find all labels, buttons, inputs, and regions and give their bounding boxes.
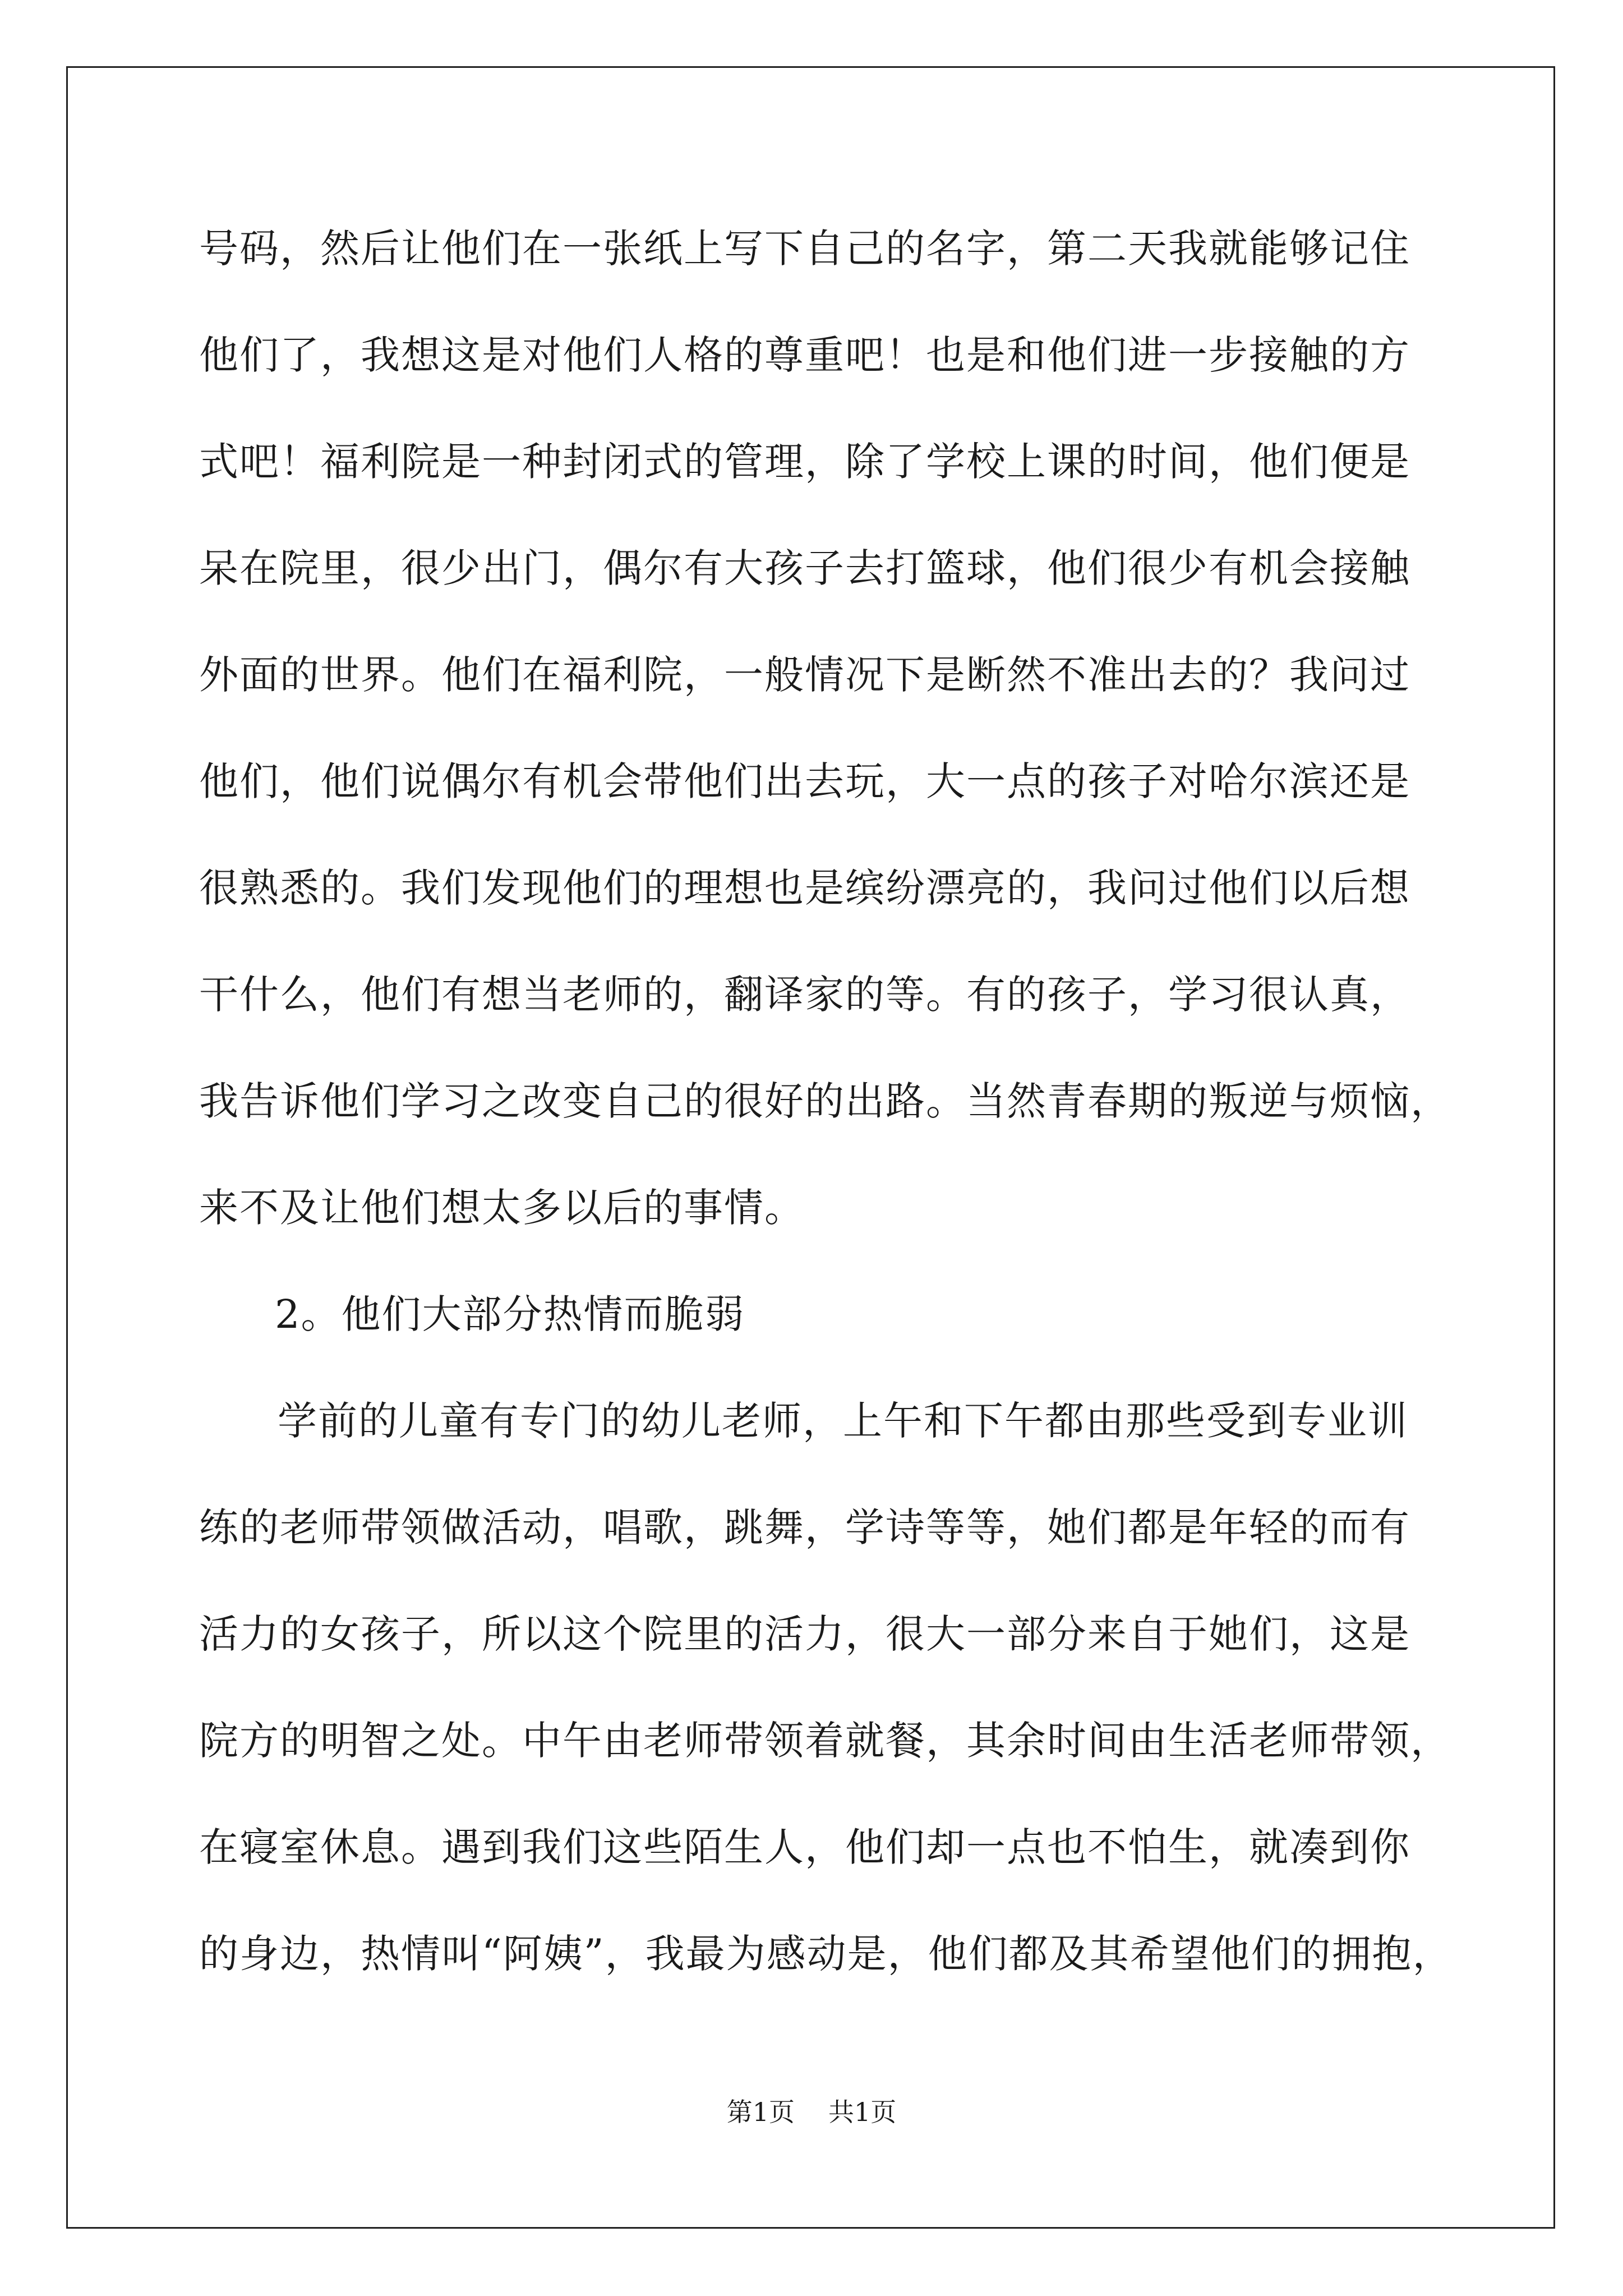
page-footer <box>0 2095 1623 2129</box>
section-heading: 2。他们大部分热情而脆弱 <box>275 1291 745 1337</box>
paragraph-line: 在寝室休息。遇到我们这些陌生人，他们却一点也不怕生，就凑到你 <box>199 1824 1410 1870</box>
paragraph-line: 练的老师带领做活动，唱歌，跳舞，学诗等等，她们都是年轻的而有 <box>199 1504 1410 1550</box>
paragraph-line: 外面的世界。他们在福利院，一般情况下是断然不准出去的？我问过 <box>199 652 1410 698</box>
page-number: 第1页 <box>726 2097 795 2127</box>
paragraph-line: 式吧！福利院是一种封闭式的管理，除了学校上课的时间，他们便是 <box>199 439 1410 485</box>
paragraph-line: 他们，他们说偶尔有机会带他们出去玩，大一点的孩子对哈尔滨还是 <box>199 758 1410 804</box>
paragraph-line: 来不及让他们想太多以后的事情。 <box>199 1185 805 1231</box>
paragraph-line: 呆在院里，很少出门，偶尔有大孩子去打篮球，他们很少有机会接触 <box>199 545 1410 591</box>
paragraph-line: 的身边，热情叫“阿姨”，我最为感动是，他们都及其希望他们的拥抱， <box>199 1931 1453 1977</box>
paragraph-line: 干什么，他们有想当老师的，翻译家的等。有的孩子，学习很认真， <box>199 972 1410 1018</box>
paragraph-line: 活力的女孩子，所以这个院里的活力，很大一部分来自于她们，这是 <box>199 1611 1410 1657</box>
page-total: 共1页 <box>828 2097 897 2127</box>
paragraph-line: 学前的儿童有专门的幼儿老师，上午和下午都由那些受到专业训 <box>278 1398 1408 1444</box>
paragraph-line: 号码，然后让他们在一张纸上写下自己的名字，第二天我就能够记住 <box>199 226 1410 272</box>
paragraph-line: 很熟悉的。我们发现他们的理想也是缤纷漂亮的，我问过他们以后想 <box>199 865 1410 911</box>
paragraph-line: 他们了，我想这是对他们人格的尊重吧！也是和他们进一步接触的方 <box>199 332 1410 378</box>
page-border <box>66 66 1555 2229</box>
paragraph-line: 我告诉他们学习之改变自己的很好的出路。当然青春期的叛逆与烦恼， <box>199 1078 1451 1124</box>
paragraph-line: 院方的明智之处。中午由老师带领着就餐，其余时间由生活老师带领， <box>199 1718 1451 1764</box>
